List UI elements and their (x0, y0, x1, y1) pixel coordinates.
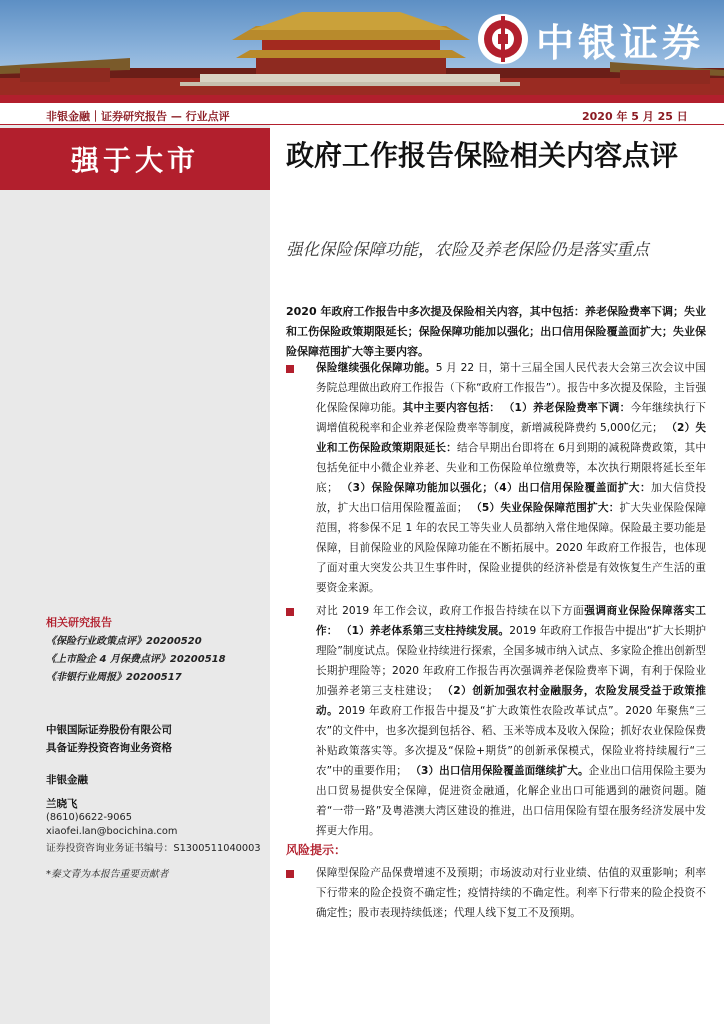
report-title: 政府工作报告保险相关内容点评 (286, 139, 679, 172)
analyst-phone: (8610)6622-9065 (46, 812, 132, 823)
analyst-email[interactable]: xiaofei.lan@bocichina.com (46, 826, 178, 837)
point-2: 对比 2019 年工作会议，政府工作报告持续在以下方面强调商业保险保障落实工作： （1）养老体系第三支柱持续发展。2019 年政府工作报告中提出“扩大长期护理险”制度试点。保险业持续进行探索，全国多城市纳入试点、多家险企推出创新型长期护理险等；2020 年政府工作报告再次强调养老保险费率下调，有利于保险业加强养老第三支柱建设； （2）创新加强农村金融服务，农险发展受益于政策推动。2019 年政府工作报告中提及“扩大政策性农险改革试点”。2020 年聚焦“三农”的文件中，也多次提到包括谷、稻、玉米等成本及收入保险；抓好农业保险保费补贴政策落实等。多次提及“保险+期货”的创新承保模式，保险业将持续履行“三农”中的重要作用； （3）出口信用保险覆盖面继续扩大。企业出口信用保险主要为出口贸易提供安全保障，促进资金融通，化解企业出口可能遇到的融资问题。随着“一带一路”及粤港澳大湾区建设的推进，出口信用保险有望在服务经济发展中发挥更大作用。 (316, 605, 707, 837)
report-category: 非银金融｜证券研究报告 — 行业点评 (46, 110, 230, 123)
rating-badge: 强于大市 (0, 128, 270, 190)
header-banner (0, 0, 724, 95)
bullet-icon (286, 608, 294, 616)
sector-name: 非银金融 (46, 774, 88, 786)
related-report-item[interactable]: 《保险行业政策点评》20200520 (46, 636, 202, 647)
analyst-certificate: 证券投资咨询业务证书编号：S1300511040003 (46, 843, 261, 854)
brand-logo (478, 8, 704, 70)
related-reports-title: 相关研究报告 (46, 616, 112, 629)
sidebar (0, 125, 270, 1024)
related-report-item[interactable]: 《非银行业周报》20200517 (46, 672, 182, 683)
boc-logo-icon (478, 14, 528, 64)
risk-text: 保障型保险产品保费增速不及预期；市场波动对行业业绩、估值的双重影响；利率下行带来的险企投资不确定性；疫情持续的不确定性。利率下行带来的险企投资不确定性；股市表现持续低迷；代理人线下复工不及预期。 (316, 867, 706, 919)
report-subtitle: 强化保险保障功能，农险及养老保险仍是落实重点 (286, 240, 649, 259)
analyst-name: 兰晓飞 (46, 798, 78, 810)
risk-title: 风险提示： (286, 843, 347, 857)
contributor-note: *秦文青为本报告重要贡献者 (46, 869, 169, 880)
related-report-item[interactable]: 《上市险企 4 月保费点评》20200518 (46, 654, 226, 665)
point-1: 保险继续强化保障功能。5 月 22 日，第十三届全国人民代表大会第三次会议中国务院总理做出政府工作报告（下称“政府工作报告”）。报告中多次提及保险，主旨强化保险保障功能。其中主要内容包括： （1）养老保险费率下调：今年继续执行下调增值税税率和企业养老保险费率等制度，新增减税降费约 5,000亿元； （2）失业和工伤保险政策期限延长：结合早期出台即将在 6月到期的减税降费政策，其中包括免征中小微企业养老、失业和工伤保险单位缴费等，本次执行期限将延长至年底； （3）保险保障功能加以强化；（4）出口信用保险覆盖面扩大：加大信贷投放，扩大出口信用保险覆盖面； （5）失业保险保障范围扩大：扩大失业保险保障范围，将参保不足 1 年的农民工等失业人员都纳入常住地保障。保险最主要功能是保障，目前保险业的风险保障功能在不断拓展中。2020 年政府工作报告，也体现了面对重大突发公共卫生事件时，保险业提供的经济补偿是有效恢复生产生活的重要资金来源。 (316, 362, 707, 594)
company-qualification: 具备证券投资咨询业务资格 (46, 742, 172, 754)
bullet-icon (286, 365, 294, 373)
brand-name: 中银证券 (536, 20, 705, 65)
summary-paragraph: 2020 年政府工作报告中多次提及保险相关内容，其中包括：养老保险费率下调；失业和工伤保险政策期限延长；保险保障功能加以强化；出口信用保险覆盖面扩大；失业保险保障范围扩大等主要内容。 (286, 305, 706, 358)
header-red-bar (0, 95, 724, 103)
report-date: 2020 年 5 月 25 日 (582, 110, 688, 123)
company-name: 中银国际证券股份有限公司 (46, 724, 172, 736)
bullet-icon (286, 870, 294, 878)
